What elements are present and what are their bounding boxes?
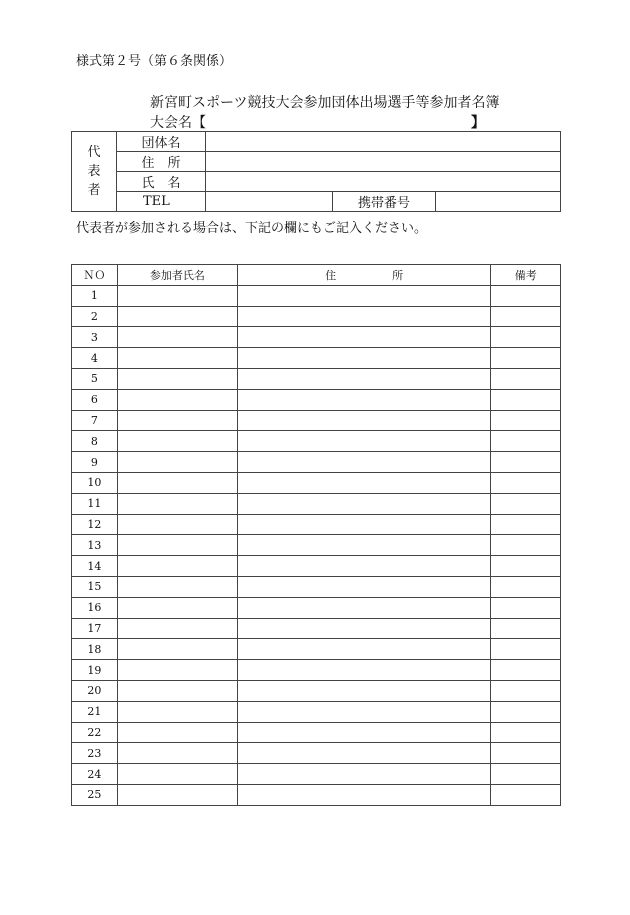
row-number: 18 [72, 639, 118, 660]
row-number: 16 [72, 597, 118, 618]
mobile-field[interactable] [436, 192, 561, 212]
remarks-cell[interactable] [491, 285, 561, 306]
row-number: 25 [72, 784, 118, 805]
header-remarks: 備考 [491, 265, 561, 286]
row-number: 21 [72, 701, 118, 722]
event-name-close-bracket: 】 [471, 115, 485, 131]
table-row [72, 701, 561, 722]
participant-name-cell[interactable] [117, 368, 237, 389]
remarks-cell[interactable] [491, 597, 561, 618]
row-number: 8 [72, 431, 118, 452]
participant-address-cell[interactable] [237, 410, 491, 431]
participant-name-cell[interactable] [117, 285, 237, 306]
address-label: 住 所 [117, 152, 206, 172]
participant-address-cell[interactable] [237, 493, 491, 514]
table-row [72, 431, 561, 452]
instruction-note: 代表者が参加される場合は、下記の欄にもご記入ください。 [76, 221, 428, 236]
participant-address-cell[interactable] [237, 431, 491, 452]
representative-group-label: 代 表 者 [72, 132, 117, 212]
table-row [72, 452, 561, 473]
row-number: 24 [72, 764, 118, 785]
participant-address-cell[interactable] [237, 327, 491, 348]
table-row [72, 410, 561, 431]
participant-name-cell[interactable] [117, 327, 237, 348]
participant-name-cell[interactable] [117, 618, 237, 639]
table-row [72, 680, 561, 701]
participant-roster-table [71, 264, 561, 806]
participant-address-cell[interactable] [237, 556, 491, 577]
participant-name-cell[interactable] [117, 514, 237, 535]
event-name-label: 大会名【 [150, 115, 206, 131]
table-row [72, 368, 561, 389]
table-row [72, 722, 561, 743]
row-number: 5 [72, 368, 118, 389]
row-number: 9 [72, 452, 118, 473]
remarks-cell[interactable] [491, 327, 561, 348]
participant-name-cell[interactable] [117, 493, 237, 514]
row-number: 7 [72, 410, 118, 431]
table-row [72, 285, 561, 306]
form-number: 様式第２号（第６条関係） [76, 54, 233, 69]
participant-name-cell[interactable] [117, 722, 237, 743]
row-number: 2 [72, 306, 118, 327]
table-row [72, 493, 561, 514]
remarks-cell[interactable] [491, 431, 561, 452]
remarks-cell[interactable] [491, 743, 561, 764]
row-number: 4 [72, 348, 118, 369]
tel-field[interactable] [206, 192, 333, 212]
row-number: 11 [72, 493, 118, 514]
remarks-cell[interactable] [491, 514, 561, 535]
page-title: 新宮町スポーツ競技大会参加団体出場選手等参加者名簿 [150, 95, 500, 111]
participant-address-cell[interactable] [237, 784, 491, 805]
participant-name-cell[interactable] [117, 660, 237, 681]
remarks-cell[interactable] [491, 701, 561, 722]
event-name-row [150, 112, 485, 130]
row-number: 15 [72, 576, 118, 597]
row-number: 20 [72, 680, 118, 701]
table-row [72, 639, 561, 660]
remarks-cell[interactable] [491, 410, 561, 431]
tel-label: TEL [117, 192, 206, 212]
remarks-cell[interactable] [491, 680, 561, 701]
remarks-cell[interactable] [491, 576, 561, 597]
remarks-cell[interactable] [491, 660, 561, 681]
name-field[interactable] [206, 172, 561, 192]
remarks-cell[interactable] [491, 368, 561, 389]
participant-address-cell[interactable] [237, 597, 491, 618]
table-row [72, 389, 561, 410]
participant-name-cell[interactable] [117, 556, 237, 577]
participant-name-cell[interactable] [117, 576, 237, 597]
participant-address-cell[interactable] [237, 618, 491, 639]
participant-address-cell[interactable] [237, 743, 491, 764]
participant-name-cell[interactable] [117, 701, 237, 722]
participant-address-cell[interactable] [237, 368, 491, 389]
remarks-cell[interactable] [491, 764, 561, 785]
table-row [72, 556, 561, 577]
participant-address-cell[interactable] [237, 680, 491, 701]
table-row [72, 576, 561, 597]
row-number: 19 [72, 660, 118, 681]
header-address: 住 所 [237, 265, 491, 286]
organization-field[interactable] [206, 132, 561, 152]
remarks-cell[interactable] [491, 493, 561, 514]
table-row [72, 743, 561, 764]
participant-address-cell[interactable] [237, 576, 491, 597]
table-row [72, 618, 561, 639]
participant-address-cell[interactable] [237, 514, 491, 535]
header-participant-name: 参加者氏名 [117, 265, 237, 286]
participant-name-cell[interactable] [117, 452, 237, 473]
table-row [72, 472, 561, 493]
participant-name-cell[interactable] [117, 764, 237, 785]
roster-body [72, 285, 561, 805]
participant-address-cell[interactable] [237, 389, 491, 410]
table-row [72, 327, 561, 348]
remarks-cell[interactable] [491, 556, 561, 577]
table-row [72, 514, 561, 535]
participant-address-cell[interactable] [237, 701, 491, 722]
participant-name-cell[interactable] [117, 784, 237, 805]
table-row [72, 306, 561, 327]
participant-address-cell[interactable] [237, 348, 491, 369]
row-number: 13 [72, 535, 118, 556]
remarks-cell[interactable] [491, 348, 561, 369]
table-row [72, 660, 561, 681]
participant-name-cell[interactable] [117, 535, 237, 556]
remarks-cell[interactable] [491, 306, 561, 327]
table-row [72, 535, 561, 556]
row-number: 6 [72, 389, 118, 410]
name-label: 氏 名 [117, 172, 206, 192]
participant-name-cell[interactable] [117, 431, 237, 452]
participant-name-cell[interactable] [117, 680, 237, 701]
table-row [72, 597, 561, 618]
row-number: 23 [72, 743, 118, 764]
participant-name-cell[interactable] [117, 472, 237, 493]
header-no: ＮＯ [72, 265, 118, 286]
remarks-cell[interactable] [491, 784, 561, 805]
participant-address-cell[interactable] [237, 535, 491, 556]
participant-name-cell[interactable] [117, 389, 237, 410]
representative-table [71, 131, 561, 212]
row-number: 10 [72, 472, 118, 493]
remarks-cell[interactable] [491, 722, 561, 743]
remarks-cell[interactable] [491, 389, 561, 410]
row-number: 14 [72, 556, 118, 577]
participant-name-cell[interactable] [117, 306, 237, 327]
row-number: 12 [72, 514, 118, 535]
participant-address-cell[interactable] [237, 472, 491, 493]
participant-name-cell[interactable] [117, 639, 237, 660]
organization-label: 団体名 [117, 132, 206, 152]
table-row [72, 764, 561, 785]
remarks-cell[interactable] [491, 535, 561, 556]
participant-address-cell[interactable] [237, 452, 491, 473]
table-row [72, 784, 561, 805]
table-row [72, 348, 561, 369]
participant-name-cell[interactable] [117, 597, 237, 618]
remarks-cell[interactable] [491, 618, 561, 639]
remarks-cell[interactable] [491, 472, 561, 493]
row-number: 22 [72, 722, 118, 743]
row-number: 3 [72, 327, 118, 348]
participant-address-cell[interactable] [237, 764, 491, 785]
remarks-cell[interactable] [491, 452, 561, 473]
address-field[interactable] [206, 152, 561, 172]
row-number: 17 [72, 618, 118, 639]
participant-name-cell[interactable] [117, 410, 237, 431]
participant-name-cell[interactable] [117, 743, 237, 764]
participant-address-cell[interactable] [237, 285, 491, 306]
participant-address-cell[interactable] [237, 722, 491, 743]
participant-address-cell[interactable] [237, 660, 491, 681]
participant-address-cell[interactable] [237, 639, 491, 660]
row-number: 1 [72, 285, 118, 306]
participant-name-cell[interactable] [117, 348, 237, 369]
remarks-cell[interactable] [491, 639, 561, 660]
mobile-label: 携帯番号 [333, 192, 436, 212]
participant-address-cell[interactable] [237, 306, 491, 327]
